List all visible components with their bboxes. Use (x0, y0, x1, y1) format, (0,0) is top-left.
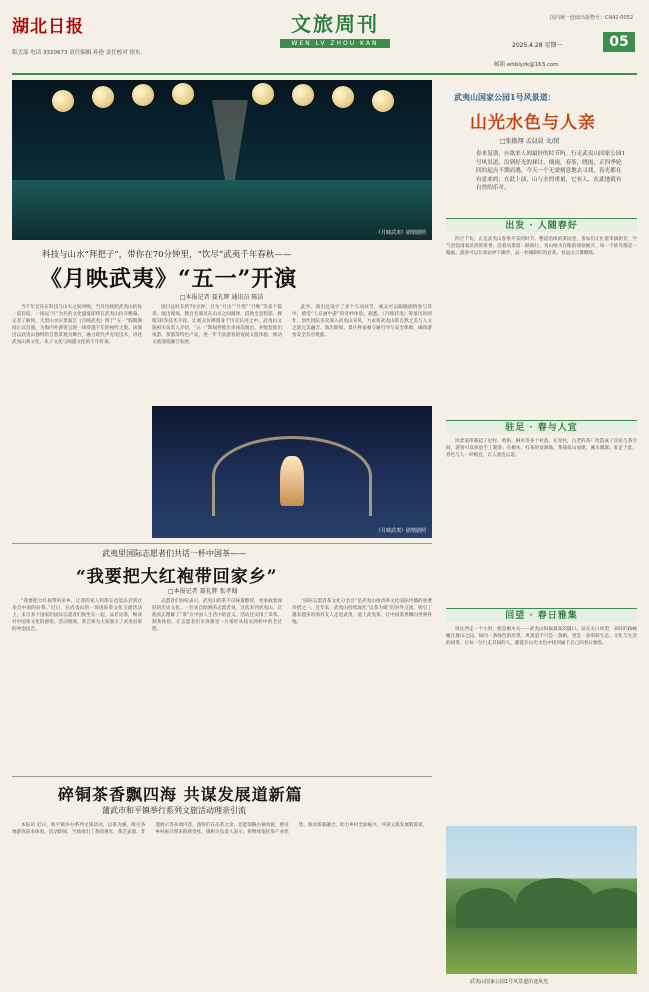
moon-icon (132, 84, 154, 106)
paragraph: “我要把大红袍带回家乡，让我的家人和朋友也能品尝到这来自中国的好茶。”近日，在武夷山的一场国际茶文化交流活动上，来自多个国家的国际志愿者们围坐在一起，品茗论茶，畅谈对中国茶文化的感悟。活动现场，茶艺师为大家演示了武夷岩茶的冲泡技艺。 (12, 599, 142, 633)
hill (516, 878, 596, 928)
lead-title: 《月映武夷》“五一”开演 (40, 266, 298, 292)
right-intro: 春来复别，应欲来人间最好的时节吗。行走武夷山国家公园1号风景道，沿到好光的探讨，细雨，春茶，晓霞，正四季轮回的起点不期而遇，今天一个无需刻意地去寻找，春光都在有意来的，在此上演，山与水的重量，它有人，在此地就有自然的乐章。 (476, 151, 625, 192)
lead-photo-2 (152, 406, 432, 538)
paragraph: 剧目总时长约70分钟，分为“月出”“月照”“月映”等多个篇章。演出现场，数百名演员在山水之间演绎，借助全息投影、裸眼3D等技术手段，让观众仿佛置身于历史长河之中。武夷山文旅相关负责人介绍，“五一”期间将推出多场次演出，并配套推出夜游、茶旅等特色产品，进一步丰富游客的夜间文旅体验，推动文旅深度融合发展。 (152, 305, 282, 346)
moon-icon (292, 84, 314, 106)
page-number: 05 (603, 32, 635, 52)
photo-caption: 《月映武夷》剧情剧照 (375, 528, 426, 534)
section-brand (280, 8, 390, 48)
section-title-en: WEN LV ZHOU KAN (280, 39, 390, 48)
third-body (12, 822, 432, 982)
moon-icon (92, 86, 114, 108)
moon-icon (172, 83, 194, 105)
issue-date: 2025.4.28 星期一 (512, 42, 563, 49)
second-subtitle: 武夷里国际志愿者们共话一杯中国茶—— (102, 549, 246, 558)
right-byline: □张傲翔 孟晨晨 文/摄 (500, 138, 560, 145)
landscape-photo (446, 826, 637, 974)
performer (280, 456, 304, 506)
hill (456, 888, 516, 928)
right-subtitle: 武夷山国家公园1号风景道： (454, 92, 556, 102)
paragraph: 风景道串联起了星村、黄柏、桐木等多个村落。在星村，古老的茶厂改造成了民宿与茶空间，游客可以体验手工制茶；在桐木，红茶的发源地，茶园依山而建，溪水潺潺。驻足于此，春色与人一样相宜，让人流连忘返。 (446, 439, 637, 459)
second-body-col3 (292, 598, 432, 770)
contact-email: 邮箱 whblyzk@163.com (494, 62, 559, 68)
paragraph: “国际志愿者茶文化分享会”是武夷山推动茶文化国际传播的重要举措之一。近年来，武夷山持续深化“以茶为媒”的对外交流，吸引了越来越多的海外友人走进武夷、爱上武夷茶，让中国茶香飘向世界各地。 (292, 599, 432, 626)
second-body-col1 (12, 598, 142, 770)
moon-icon (332, 86, 354, 108)
lead-subtitle: 科技与山水“拜把子”，带你在70分钟里，“饮尽”武夷千年春秋—— (42, 250, 292, 260)
right-title: 山光水色与人亲 (470, 113, 596, 133)
third-title: 碎铜茶香飘四海 共谋发展道新篇 (58, 785, 303, 804)
lead-body-col3 (292, 304, 432, 402)
paragraph: 本报讯 近日，和平镇举办系列文旅活动，以茶为媒，吸引各地游客前来体验。活动期间，当地推出了茶园观光、茶艺表演、非遗展示等多项内容，游客们在品茗之余，还能领略古镇风貌，感受乡村振兴带来的新变化。镇相关负责人表示，将继续依托茶产业优势，推动茶旅融合，助力乡村全面振兴，共谋文旅发展新篇章。 (12, 823, 428, 836)
paper-logo: 湖北日报 (12, 17, 84, 37)
stage (12, 180, 432, 240)
right-body-1 (446, 236, 637, 362)
subsection-header (446, 218, 637, 232)
second-title: “我要把大红袍带回家乡” (76, 567, 278, 587)
section-title: 文旅周刊 (291, 12, 379, 36)
moon-icon (372, 90, 394, 112)
lead-photo (12, 80, 432, 240)
section-divider (12, 543, 432, 544)
paragraph: 再往西走一个小时，便是桐木关——武夷山海拔最高的隘口。站在关口回望，来时的路蜿蜒在群山之间，如同一条绿色的丝带。风景道不只是一条路，更是一条串联生态、文化与生活的纽带，让每一位行走其间的人，都能在山光水色中找到属于自己的春日雅集。 (446, 627, 637, 647)
issn: 国内统一连续出版物号：CN42-0052 (549, 15, 633, 21)
subsection-header (446, 608, 637, 622)
masthead (12, 8, 637, 74)
subsection-title: 驻足 · 春与人宜 (505, 423, 578, 433)
lead-body-col2 (152, 304, 282, 402)
subsection-title: 回望 · 春日雅集 (505, 611, 578, 621)
right-body-2 (446, 438, 637, 548)
staff-credits: 版式部 电话 3320673 责任编辑 孙艳 责任校对 徐东 (12, 50, 141, 56)
right-body-3 (446, 626, 637, 816)
photo-caption: 武夷山国家公园1号风景道沿途风光 (470, 979, 549, 985)
paragraph: 此外，演出还设计了多个互动环节，观众可以跟随剧情参与其中，感受“人在画中游”的奇妙体验。据悉，《月映武夷》筹备历时两年，创作团队多次深入武夷山采风，力求将武夷山的自然之美与人文之韵完美融合。演出期间，景区将加强交通引导与安全保障，确保游客安全有序观演。 (292, 305, 432, 339)
moon-icon (252, 83, 274, 105)
section-divider (12, 776, 432, 777)
second-byline: □本报记者 聂礼辉 张孝翰 (168, 588, 238, 595)
subsection-header (446, 420, 637, 434)
third-subtitle: 蒲武市和平镇举行系列文旅活动理亲引流 (102, 806, 246, 815)
paragraph: 志愿者们纷纷表示，武夷山的茶不仅味道醇厚，更承载着深厚的历史文化。一位来自欧洲的志愿者说，这次来到武夷山，让他真正理解了“茶”在中国人生活中的意义。活动还安排了采茶、制茶体验，让志愿者们亲身感受一片茶叶从枝头到杯中的全过程。 (152, 599, 282, 633)
header-rule (12, 73, 637, 75)
photo-caption: 《月映武夷》剧情剧照 (375, 230, 426, 236)
hill (586, 888, 637, 928)
paragraph: 四月下旬，正是武夷山春茶开采的时节。整道沿线的茶园里，茶农们正忙着采摘新芽，空气里弥漫着淡淡的茶香。沿着风景道一路骑行，青山绿水在眼前徐徐展开，每一个转弯都是一幅画。游客可以在驿站停下脚步，品一杯刚制好的岩茶，看远山云雾缭绕。 (446, 237, 637, 257)
lead-body-col1 (12, 304, 142, 540)
subsection-title: 出发 · 人随春好 (505, 221, 578, 231)
moon-icon (52, 90, 74, 112)
lead-byline: □本报记者 聂礼辉 通讯员 陈洁 (180, 294, 264, 301)
paragraph: 当千年音乐在科技与山水之间回响，当月色映照武夷山的每一道岩纹，一场以“月”为名的文化盛宴即将在武夷山拉开帷幕。记者了解到，大型山水实景演艺《月映武夷》将于“五一”假期期间正式首演，为海内外游客呈现一场穿越千年的视听之旅。该演出以武夷山独特的自然景观为舞台，融合现代声光电技术，讲述武夷山茶文化、朱子文化与闽越文化的千年传承。 (12, 305, 142, 346)
second-body-col2 (152, 598, 282, 770)
